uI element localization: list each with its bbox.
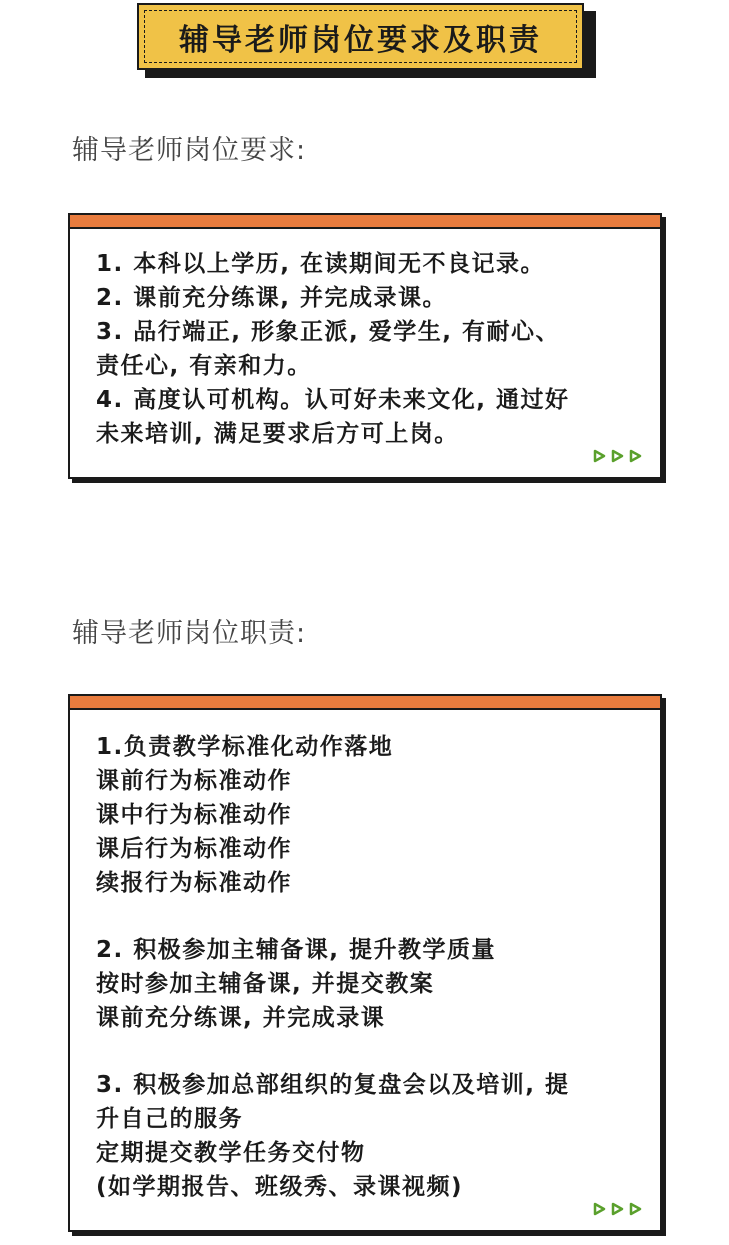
list-item: 责任心, 有亲和力。 bbox=[96, 353, 312, 379]
play-arrow-icon bbox=[628, 1202, 642, 1216]
duties-list bbox=[96, 730, 640, 1204]
list-item: (如学期报告、班级秀、录课视频) bbox=[96, 1174, 464, 1200]
list-item: 课前充分练课, 并完成录课 bbox=[96, 1005, 386, 1031]
banner-inner-frame bbox=[144, 10, 577, 63]
card-top-bar bbox=[70, 215, 660, 229]
list-item: 按时参加主辅备课, 并提交教案 bbox=[96, 971, 435, 997]
list-item: 升自己的服务 bbox=[96, 1106, 243, 1132]
list-item: 续报行为标准动作 bbox=[96, 870, 292, 896]
arrows-decoration bbox=[592, 1202, 642, 1216]
list-item: 2. 积极参加主辅备课, 提升教学质量 bbox=[96, 937, 496, 963]
list-item: 1. 本科以上学历, 在读期间无不良记录。 bbox=[96, 251, 545, 277]
list-item: 课后行为标准动作 bbox=[96, 836, 292, 862]
spacer bbox=[96, 900, 640, 933]
arrows-decoration bbox=[592, 449, 642, 463]
duties-card bbox=[68, 694, 662, 1232]
list-item: 课前行为标准动作 bbox=[96, 768, 292, 794]
requirements-heading: 辅导老师岗位要求: bbox=[72, 135, 307, 166]
list-item: 2. 课前充分练课, 并完成录课。 bbox=[96, 285, 447, 311]
spacer bbox=[96, 1035, 640, 1068]
card-top-bar bbox=[70, 696, 660, 710]
list-item: 1.负责教学标准化动作落地 bbox=[96, 734, 394, 760]
play-arrow-icon bbox=[628, 449, 642, 463]
list-item: 未来培训, 满足要求后方可上岗。 bbox=[96, 421, 459, 447]
play-arrow-icon bbox=[610, 449, 624, 463]
list-item: 3. 积极参加总部组织的复盘会以及培训, 提 bbox=[96, 1072, 570, 1098]
play-arrow-icon bbox=[610, 1202, 624, 1216]
page-title: 辅导老师岗位要求及职责 bbox=[179, 22, 542, 58]
list-item: 定期提交教学任务交付物 bbox=[96, 1140, 366, 1166]
requirements-card bbox=[68, 213, 662, 479]
list-item: 4. 高度认可机构。认可好未来文化, 通过好 bbox=[96, 387, 570, 413]
title-banner bbox=[137, 3, 584, 70]
requirements-list bbox=[96, 247, 640, 451]
list-item: 3. 品行端正, 形象正派, 爱学生, 有耐心、 bbox=[96, 319, 560, 345]
play-arrow-icon bbox=[592, 1202, 606, 1216]
list-item: 课中行为标准动作 bbox=[96, 802, 292, 828]
duties-heading: 辅导老师岗位职责: bbox=[72, 618, 307, 649]
play-arrow-icon bbox=[592, 449, 606, 463]
